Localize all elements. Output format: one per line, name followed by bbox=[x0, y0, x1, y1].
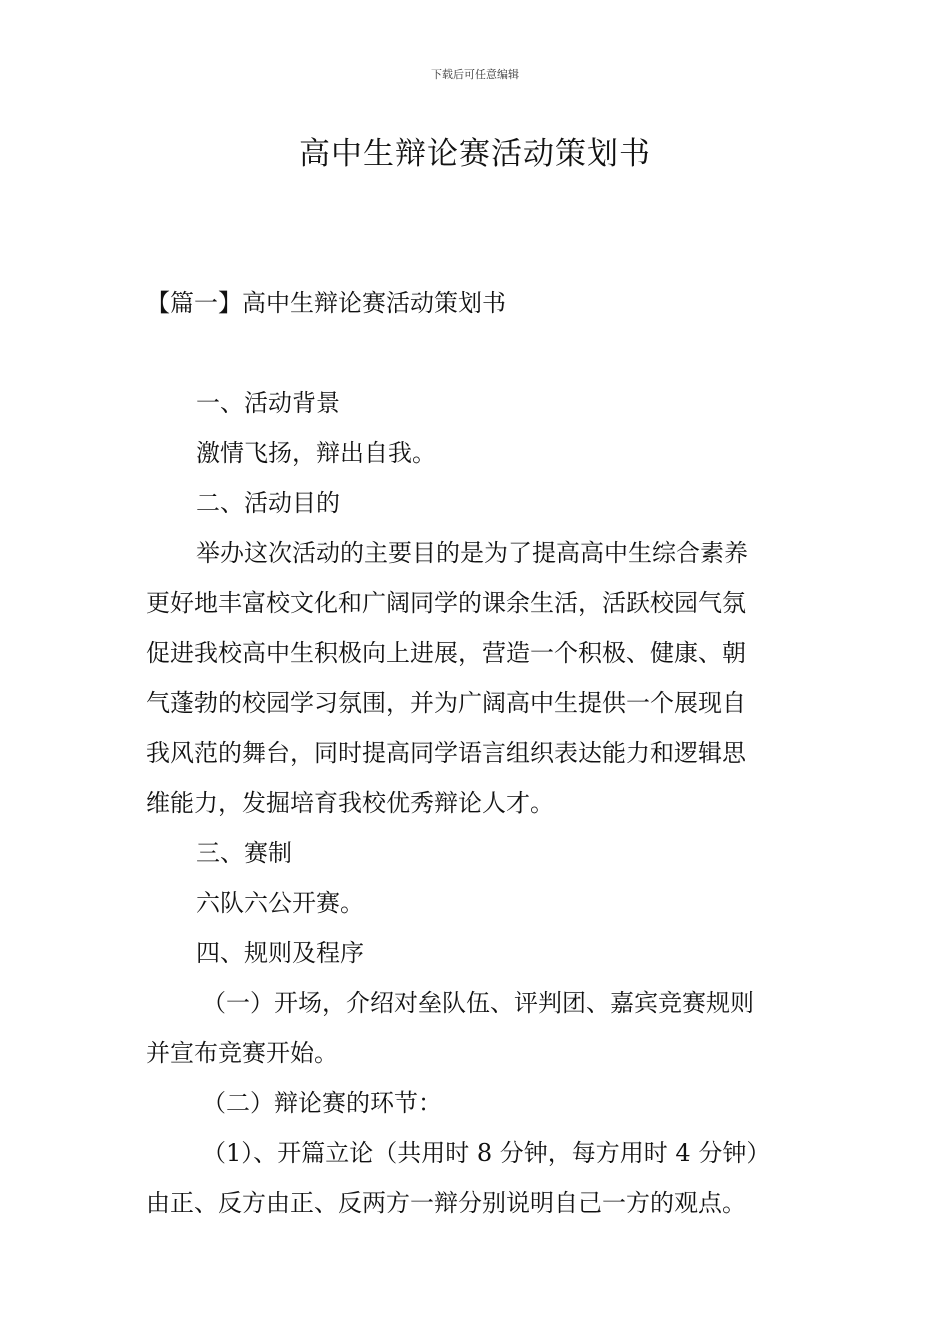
paragraph-line: 并宣布竞赛开始。 bbox=[146, 1039, 338, 1067]
paragraph-line: 举办这次活动的主要目的是为了提高高中生综合素养 bbox=[196, 539, 748, 567]
paragraph-line: （一）开场，介绍对垒队伍、评判团、嘉宾竞赛规则 bbox=[202, 989, 754, 1017]
heading-activity-purpose: 二、活动目的 bbox=[196, 489, 340, 517]
paragraph-line: 维能力，发掘培育我校优秀辩论人才。 bbox=[146, 789, 554, 817]
paragraph-line: 激情飞扬，辩出自我。 bbox=[196, 439, 436, 467]
paragraph-line: （1）、开篇立论（共用时 8 分钟，每方用时 4 分钟） bbox=[202, 1139, 771, 1167]
document-title: 高中生辩论赛活动策划书 bbox=[299, 136, 651, 172]
document-body bbox=[146, 378, 808, 1228]
heading-activity-background: 一、活动背景 bbox=[196, 389, 340, 417]
paragraph-line: 六队六公开赛。 bbox=[196, 889, 364, 917]
paragraph-line: 更好地丰富校文化和广阔同学的课余生活，活跃校园气氛 bbox=[146, 589, 746, 617]
paragraph-line: 我风范的舞台，同时提高同学语言组织表达能力和逻辑思 bbox=[146, 739, 746, 767]
paragraph-line: 气蓬勃的校园学习氛围，并为广阔高中生提供一个展现自 bbox=[146, 689, 746, 717]
header-note: 下载后可任意编辑 bbox=[431, 68, 519, 81]
paragraph-line: 促进我校高中生积极向上进展，营造一个积极、健康、朝 bbox=[146, 639, 746, 667]
paragraph-line: （二）辩论赛的环节： bbox=[202, 1089, 442, 1117]
heading-competition-format: 三、赛制 bbox=[196, 839, 292, 867]
paragraph-line: 由正、反方由正、反两方一辩分别说明自己一方的观点。 bbox=[146, 1189, 746, 1217]
heading-rules-procedure: 四、规则及程序 bbox=[196, 939, 364, 967]
section-heading: 【篇一】高中生辩论赛活动策划书 bbox=[146, 289, 506, 317]
